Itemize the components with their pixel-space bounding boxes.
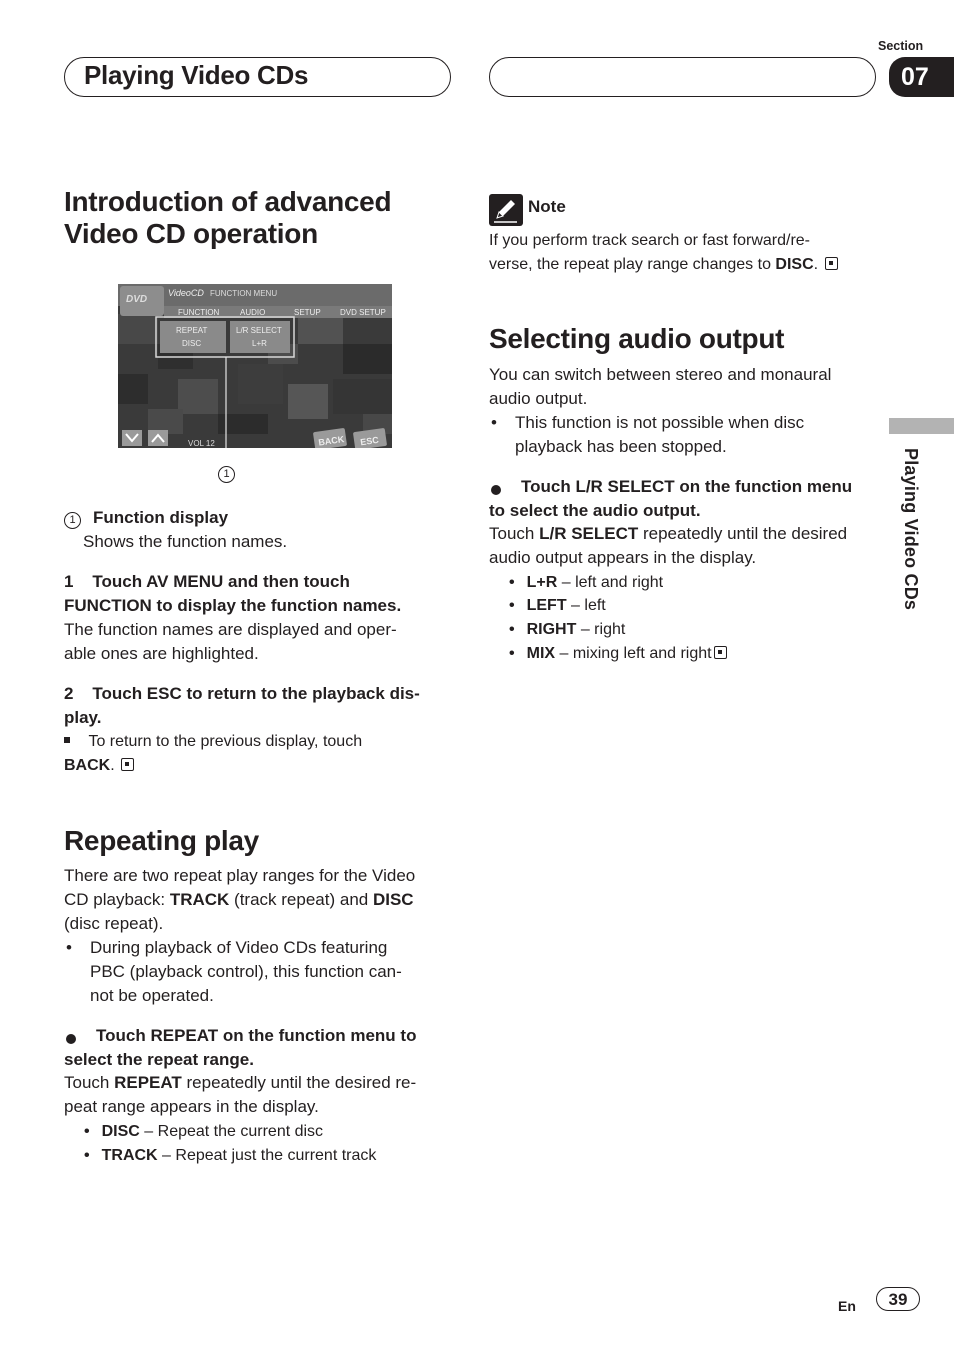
step1-description: The function names are displayed and oper- able ones are highlighted.: [64, 620, 397, 663]
callout-legend-desc: Shows the function names.: [83, 532, 288, 551]
section-number: 07: [889, 57, 954, 97]
footer-language: En: [838, 1298, 856, 1314]
repeating-option-track: • TRACK – Repeat just the current track: [84, 1147, 377, 1164]
square-bullet-icon: [64, 737, 70, 743]
repeating-heading: Repeating play: [64, 825, 259, 856]
note-text: If you perform track search or fast forward/re- verse, the repeat play range changes to DISC.: [489, 229, 838, 277]
callout-legend-label: Function display: [93, 508, 229, 527]
callout-legend-number: 1: [64, 512, 81, 529]
audio-step-desc: Touch L/R SELECT repeatedly until the desired audio output appears in the display.: [489, 524, 848, 567]
function-menu-screenshot: [118, 284, 392, 448]
step2-back-keyword: BACK: [64, 757, 111, 774]
intro-heading-line1: Introduction of advanced: [64, 186, 392, 217]
screen-btn-lr-value: L+R: [252, 339, 267, 348]
stop-icon: [825, 257, 838, 270]
stop-icon: [121, 758, 134, 771]
audio-heading: Selecting audio output: [489, 323, 785, 354]
screen-callout-number: 1: [218, 464, 235, 483]
page-number: 39: [876, 1287, 920, 1311]
audio-option-right: • RIGHT – right: [509, 621, 626, 638]
screen-esc-button: ESC: [359, 434, 380, 448]
step2-heading: 2 Touch ESC to return to the playback dis- play.: [64, 684, 420, 727]
side-section-label: Playing Video CDs: [901, 448, 921, 611]
screen-dvd-logo: DVD: [126, 294, 148, 305]
note-label: Note: [528, 197, 566, 216]
screen-btn-repeat-value: DISC: [182, 339, 202, 348]
screen-btn-lr: L/R SELECT: [236, 326, 282, 335]
screen-graphic: [118, 284, 392, 448]
audio-option-lr: • L+R – left and right: [509, 574, 664, 591]
repeating-bullet-marker: •: [66, 938, 72, 957]
screen-tab-setup: SETUP: [294, 308, 321, 317]
callout-legend: [64, 506, 228, 530]
audio-option-left: • LEFT – left: [509, 597, 606, 614]
page-header-title: Playing Video CDs: [84, 60, 309, 90]
screen-title-sub: FUNCTION MENU: [210, 289, 278, 298]
section-label: Section: [878, 39, 924, 53]
side-tab-marker: [889, 418, 954, 434]
audio-option-mix: • MIX – mixing left and right: [509, 642, 727, 666]
note-icon: [489, 194, 523, 231]
intro-heading-line2: Video CD operation: [64, 218, 318, 249]
screen-back-button: BACK: [317, 434, 345, 448]
screen-title: VideoCD: [168, 288, 204, 298]
screen-btn-repeat: REPEAT: [176, 326, 208, 335]
repeating-step-heading: Touch REPEAT on the function menu to select the repeat range.: [64, 1026, 417, 1069]
audio-bullet: This function is not possible when disc playback has been stopped.: [515, 413, 805, 456]
screen-tab-function: FUNCTION: [178, 308, 220, 317]
screen-volume: VOL 12: [188, 439, 215, 448]
repeating-option-disc: • DISC – Repeat the current disc: [84, 1123, 324, 1140]
repeating-intro: There are two repeat play ranges for the Video CD playback: TRACK (track repeat) and DISC (disc repeat).: [64, 866, 416, 933]
repeating-step-desc: Touch REPEAT repeatedly until the desired re- peat range appears in the display.: [64, 1073, 417, 1116]
step2-note: To return to the previous display, touch BACK.: [64, 733, 363, 774]
stop-icon: [714, 646, 727, 659]
intro-heading: [64, 186, 391, 250]
audio-step-heading: Touch L/R SELECT on the function menu to select the audio output.: [489, 477, 853, 520]
header-empty-frame: [489, 57, 876, 97]
audio-intro: You can switch between stereo and monaural audio output.: [489, 365, 832, 408]
step1-heading: 1 Touch AV MENU and then touch FUNCTION to display the function names.: [64, 572, 402, 615]
audio-bullet-marker: •: [491, 413, 497, 432]
screen-tab-audio: AUDIO: [240, 308, 266, 317]
screen-tab-dvd-setup: DVD SETUP: [340, 308, 386, 317]
repeating-bullet: During playback of Video CDs featuring PBC (playback control), this function can- not be operated.: [90, 938, 402, 1005]
